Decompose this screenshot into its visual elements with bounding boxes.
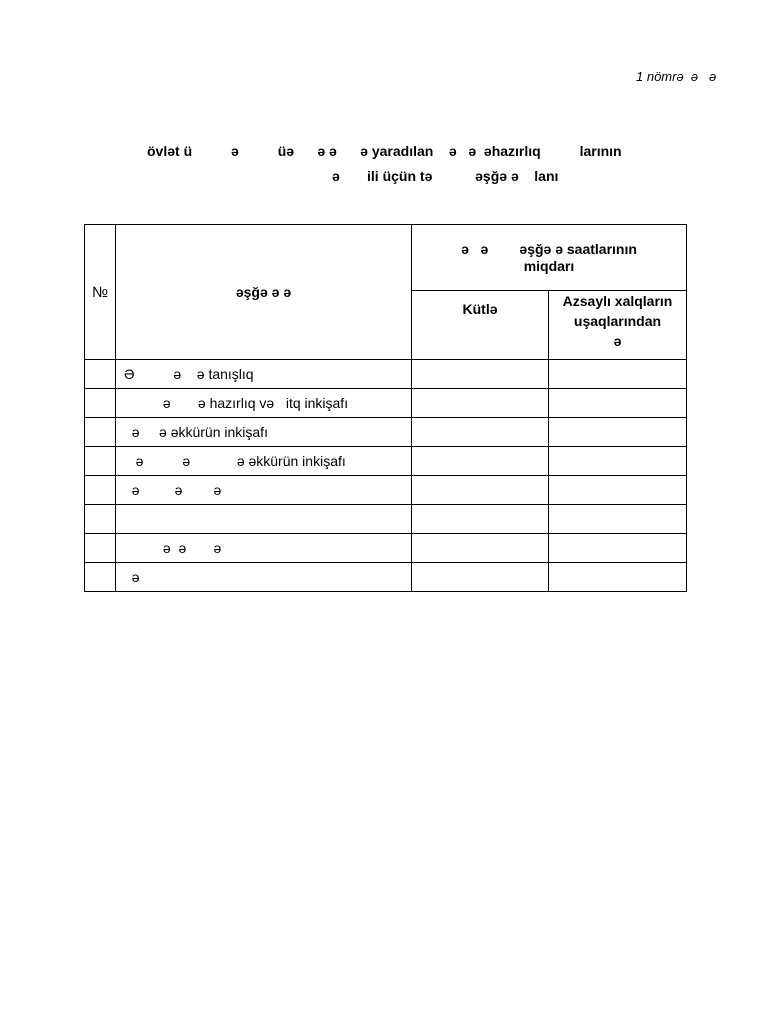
row-number-cell	[85, 447, 116, 476]
table-row	[85, 476, 687, 505]
row-mass-cell	[412, 534, 549, 563]
row-activity-name: ə ə ə əkkürün inkişafı	[116, 447, 412, 476]
row-mass-cell	[412, 447, 549, 476]
row-number-cell	[85, 563, 116, 592]
row-mass-cell	[412, 360, 549, 389]
row-minority-cell	[549, 505, 687, 534]
row-minority-cell	[549, 389, 687, 418]
row-number-cell	[85, 476, 116, 505]
row-number-cell	[85, 534, 116, 563]
row-mass-cell	[412, 389, 549, 418]
header-minority-children: Azsaylı xalqların uşaqlarından ə	[549, 291, 687, 360]
row-number-cell	[85, 418, 116, 447]
table-row	[85, 389, 687, 418]
row-minority-cell	[549, 360, 687, 389]
table-row	[85, 563, 687, 592]
row-number-cell	[85, 360, 116, 389]
document-title-line-1: övlət ü ə üə ə ə ə yaradılan ə ə əhazırlıq larının	[147, 143, 622, 159]
document-title-line-2: ə ili üçün tə əşğə ə lanı	[332, 168, 559, 184]
training-plan-table	[84, 224, 687, 592]
row-activity-name	[116, 505, 412, 534]
row-number-cell	[85, 389, 116, 418]
header-mass: Kütlə	[412, 291, 549, 360]
table-row	[85, 360, 687, 389]
row-minority-cell	[549, 563, 687, 592]
row-minority-cell	[549, 534, 687, 563]
row-activity-name: ə	[116, 563, 412, 592]
row-activity-name: ə ə ə	[116, 534, 412, 563]
header-number: №	[85, 225, 116, 360]
table-row	[85, 505, 687, 534]
table-row	[85, 418, 687, 447]
row-minority-cell	[549, 476, 687, 505]
row-mass-cell	[412, 476, 549, 505]
row-activity-name: ə ə ə	[116, 476, 412, 505]
header-hours: ə ə əşğə ə saatlarının miqdarı	[412, 225, 687, 291]
row-minority-cell	[549, 447, 687, 476]
row-number-cell	[85, 505, 116, 534]
row-mass-cell	[412, 505, 549, 534]
header-activity-name: əşğə ə ə	[116, 225, 412, 360]
row-activity-name: ə ə əkkürün inkişafı	[116, 418, 412, 447]
row-minority-cell	[549, 418, 687, 447]
row-mass-cell	[412, 563, 549, 592]
table-row	[85, 447, 687, 476]
row-mass-cell	[412, 418, 549, 447]
table-row	[85, 534, 687, 563]
row-activity-name: ə ə hazırlıq və itq inkişafı	[116, 389, 412, 418]
row-activity-name: Ə ə ə tanışlıq	[116, 360, 412, 389]
annex-note: 1 nömrə ə ə	[636, 69, 717, 84]
